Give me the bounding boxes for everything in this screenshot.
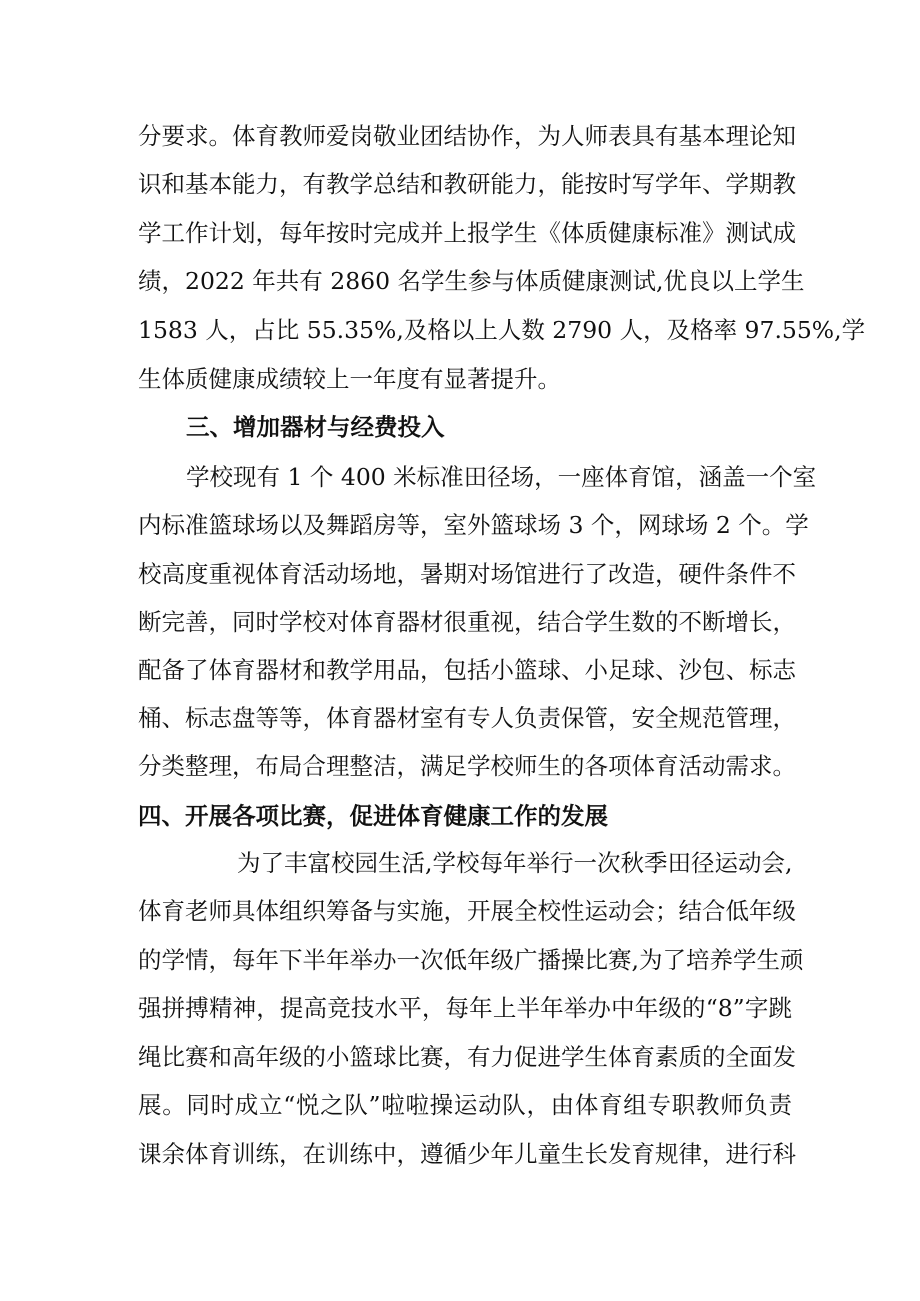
paragraph-3-line-4: 强拼搏精神，提高竞技水平，每年上半年举办中年级的“8”字跳: [138, 994, 792, 1022]
paragraph-3-line-5: 绳比赛和高年级的小篮球比赛，有力促进学生体育素质的全面发: [138, 1043, 796, 1071]
paragraph-2-line-4: 断完善，同时学校对体育器材很重视，结合学生数的不断增长，: [138, 608, 796, 636]
paragraph-2-line-3: 校高度重视体育活动场地，暑期对场馆进行了改造，硬件条件不: [138, 560, 796, 588]
paragraph-1-line-1: 分要求。体育教师爱岗敬业团结协作，为人师表具有基本理论知: [138, 122, 796, 150]
paragraph-2-line-6: 桶、标志盘等等，体育器材室有专人负责保管，安全规范管理，: [138, 704, 796, 732]
paragraph-2-line-5: 配备了体育器材和教学用品，包括小篮球、小足球、沙包、标志: [138, 656, 796, 684]
paragraph-2-line-1: 学校现有 1 个 400 米标准田径场，一座体育馆，涵盖一个室: [186, 463, 817, 491]
paragraph-3-line-3: 的学情，每年下半年举办一次低年级广播操比赛,为了培养学生顽: [138, 946, 804, 974]
paragraph-1-line-3: 学工作计划，每年按时完成并上报学生《体质健康标准》测试成: [138, 219, 796, 247]
paragraph-2-line-7: 分类整理，布局合理整洁，满足学校师生的各项体育活动需求。: [138, 752, 796, 780]
paragraph-3-line-2: 体育老师具体组织筹备与实施，开展全校性运动会；结合低年级: [138, 897, 796, 925]
paragraph-1-line-6: 生体质健康成绩较上一年度有显著提升。: [138, 365, 561, 393]
section-heading-3: 三、增加器材与经费投入: [186, 413, 445, 441]
paragraph-3-line-7: 课余体育训练，在训练中，遵循少年儿童生长发育规律，进行科: [138, 1140, 796, 1168]
paragraph-2-line-2: 内标准篮球场以及舞蹈房等，室外篮球场 3 个，网球场 2 个。学: [138, 511, 809, 539]
paragraph-1-line-5: 1583 人，占比 55.35%,及格以上人数 2790 人，及格率 97.55%,学: [138, 316, 866, 344]
paragraph-1-line-4: 绩，2022 年共有 2860 名学生参与体质健康测试,优良以上学生: [138, 267, 805, 295]
paragraph-3-line-1: 为了丰富校园生活,学校每年举行一次秋季田径运动会,: [237, 849, 793, 877]
section-heading-4: 四、开展各项比赛，促进体育健康工作的发展: [138, 802, 608, 830]
paragraph-3-line-6: 展。同时成立“悦之队”啦啦操运动队，由体育组专职教师负责: [138, 1091, 792, 1119]
paragraph-1-line-2: 识和基本能力，有教学总结和教研能力，能按时写学年、学期教: [138, 170, 796, 198]
